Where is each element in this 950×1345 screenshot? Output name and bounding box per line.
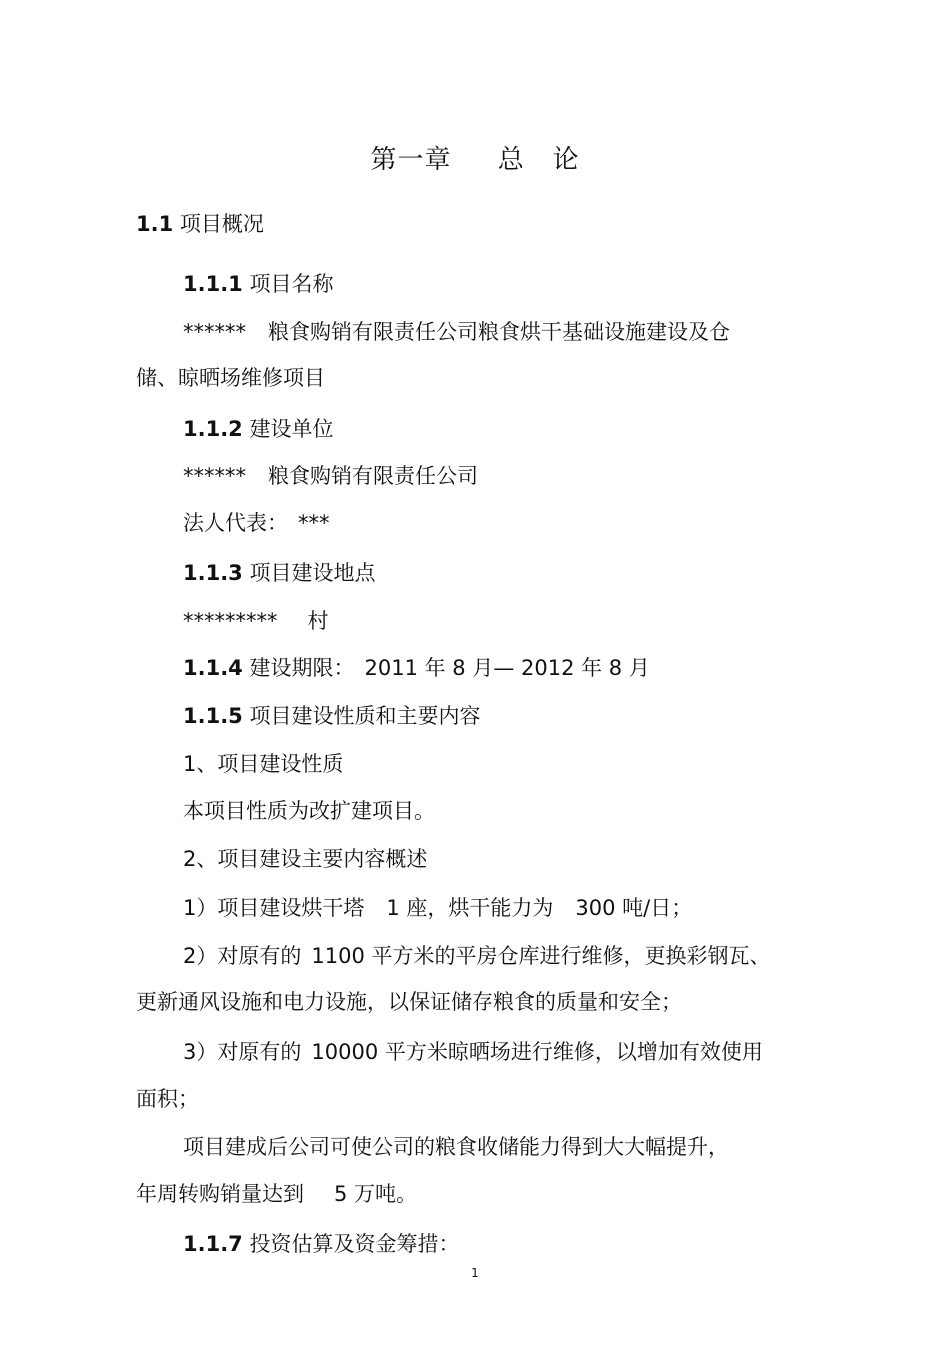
legal-representative [183,509,330,537]
text-fragment: 1 座，烘干能力为 [386,896,554,920]
section-title: 建设期限： [249,656,355,680]
section-title: 项目名称 [249,272,334,296]
project-name-text: 粮食购销有限责任公司粮食烘干基础设施建设及仓 [268,320,730,344]
masked-text: ****** [183,320,246,344]
section-title: 投资估算及资金筹措： [249,1232,460,1256]
chapter-title: 第一章 总 论 [370,145,580,175]
text-fragment: 1）项目建设烘干塔 [183,896,365,920]
text-fragment: 300 吨/日； [575,896,693,920]
masked-text: ****** [183,464,246,488]
section-title: 项目建设地点 [249,561,376,585]
section-heading-1-1-4 [183,654,650,682]
summary-line-2 [136,1180,417,1208]
section-number: 1.1.3 [183,561,243,585]
sub-item-2 [183,942,771,970]
section-heading-1-1-2 [183,415,333,443]
section-heading-1-1 [136,210,264,238]
section-title: 建设单位 [249,417,334,441]
page-number: 1 [471,1266,479,1280]
section-heading-1-1-5 [183,702,480,730]
sub-item-3 [183,1038,763,1066]
unit-name-text: 粮食购销有限责任公司 [268,464,478,488]
text-fragment: 年周转购销量达到 [136,1182,304,1206]
section-number: 1.1 [136,212,174,236]
unit-name [183,462,478,490]
text-fragment: 5 万吨。 [334,1182,418,1206]
section-heading-1-1-7 [183,1230,459,1258]
section-number: 1.1.5 [183,704,243,728]
paragraph: 本项目性质为改扩建项目。 [183,799,435,823]
construction-period: 2011 年 8 月— 2012 年 8 月 [364,656,650,680]
project-name-line-1 [183,318,730,346]
legal-rep-label: 法人代表： [183,511,288,535]
list-item-2: 2、项目建设主要内容概述 [183,847,428,871]
section-heading-1-1-1 [183,270,333,298]
summary-line-1: 项目建成后公司可使公司的粮食收储能力得到大大幅提升， [183,1135,729,1159]
section-title: 项目建设性质和主要内容 [249,704,481,728]
project-name-line-2: 储、晾晒场维修项目 [136,366,325,390]
text-fragment: 1100 平方米的平房仓库进行维修，更换彩钢瓦、 [311,944,771,968]
sub-item-3-continued: 面积； [136,1087,199,1111]
text-fragment: 2）对原有的 [183,944,302,968]
masked-text: ********* [183,609,278,633]
section-number: 1.1.4 [183,656,243,680]
text-fragment: 10000 平方米晾晒场进行维修，以增加有效使用 [311,1040,763,1064]
section-heading-1-1-3 [183,559,375,587]
section-number: 1.1.2 [183,417,243,441]
section-number: 1.1.7 [183,1232,243,1256]
legal-rep-value: *** [298,511,330,535]
sub-item-2-continued: 更新通风设施和电力设施，以保证储存粮食的质量和安全； [136,990,682,1014]
sub-item-1 [183,894,692,922]
list-item-1: 1、项目建设性质 [183,752,344,776]
location-value: 村 [307,609,329,633]
location [183,607,329,635]
section-number: 1.1.1 [183,272,243,296]
section-title: 项目概况 [179,212,264,236]
text-fragment: 3）对原有的 [183,1040,302,1064]
